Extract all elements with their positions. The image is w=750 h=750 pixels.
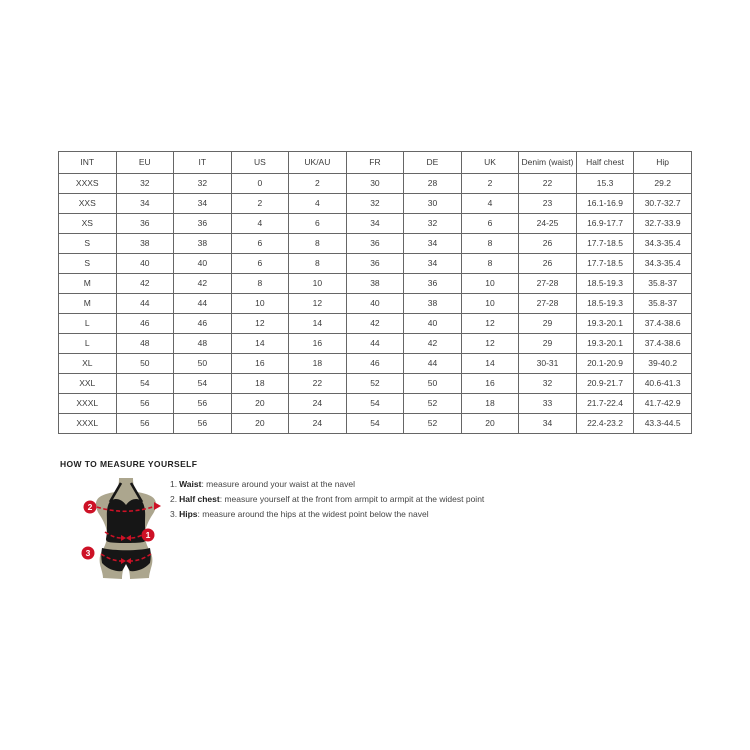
step-label: Half chest [179,494,220,504]
table-cell: 4 [231,214,289,234]
table-cell: 20.1-20.9 [576,354,634,374]
table-cell: 27-28 [519,274,577,294]
table-cell: 2 [289,174,347,194]
table-cell: 20 [461,414,519,434]
table-cell: 56 [174,414,232,434]
table-cell: 38 [174,234,232,254]
table-row [59,174,692,194]
table-cell: 29 [519,314,577,334]
table-cell: 23 [519,194,577,214]
table-cell: 12 [289,294,347,314]
table-cell: 30-31 [519,354,577,374]
table-cell: 8 [289,234,347,254]
table-cell: 44 [174,294,232,314]
table-cell: M [59,274,117,294]
table-cell: 8 [461,234,519,254]
column-header: UK/AU [289,152,347,174]
table-cell: 29.2 [634,174,692,194]
table-cell: 18.5-19.3 [576,294,634,314]
table-cell: 16.1-16.9 [576,194,634,214]
table-row [59,214,692,234]
table-cell: 21.7-22.4 [576,394,634,414]
table-cell: 30 [404,194,462,214]
table-cell: 42 [346,314,404,334]
table-cell: 43.3-44.5 [634,414,692,434]
table-cell: 24 [289,414,347,434]
table-row [59,374,692,394]
column-header: Half chest [576,152,634,174]
table-cell: 46 [346,354,404,374]
table-cell: 10 [461,274,519,294]
table-cell: 46 [116,314,174,334]
table-cell: 52 [346,374,404,394]
table-cell: 32 [404,214,462,234]
table-cell: XXL [59,374,117,394]
table-cell: 36 [174,214,232,234]
marker-2-label: 2 [87,502,93,512]
table-cell: 30.7-32.7 [634,194,692,214]
table-cell: 36 [346,234,404,254]
chest-arrow-right-icon [154,502,161,510]
table-cell: 6 [231,234,289,254]
table-cell: 8 [231,274,289,294]
table-cell: 16 [461,374,519,394]
table-cell: XS [59,214,117,234]
table-cell: 42 [174,274,232,294]
table-cell: 34.3-35.4 [634,234,692,254]
table-cell: 37.4-38.6 [634,314,692,334]
table-cell: 52 [404,414,462,434]
table-cell: 15.3 [576,174,634,194]
step-num: 3. [170,509,178,519]
table-cell: 44 [404,354,462,374]
table-cell: 32 [346,194,404,214]
mannequin-figure-svg [76,476,176,580]
table-cell: 54 [346,394,404,414]
table-cell: 34 [519,414,577,434]
table-cell: 27-28 [519,294,577,314]
table-cell: 10 [231,294,289,314]
table-cell: 50 [174,354,232,374]
column-header: DE [404,152,462,174]
table-cell: 33 [519,394,577,414]
table-cell: 16.9-17.7 [576,214,634,234]
table-cell: 48 [174,334,232,354]
table-cell: 35.8-37 [634,294,692,314]
table-cell: 22 [289,374,347,394]
table-cell: 40 [174,254,232,274]
table-cell: 12 [231,314,289,334]
step-text: : measure around the hips at the widest point below the navel [197,509,429,519]
table-row [59,414,692,434]
table-cell: 14 [289,314,347,334]
table-cell: 34 [116,194,174,214]
table-cell: 50 [116,354,174,374]
measure-step [170,477,500,492]
table-cell: 12 [461,334,519,354]
header-row [59,152,692,174]
table-cell: 34.3-35.4 [634,254,692,274]
table-cell: L [59,314,117,334]
column-header: UK [461,152,519,174]
size-chart-table [58,151,692,434]
marker-1-label: 1 [145,530,151,540]
table-cell: 18 [461,394,519,414]
table-cell: 40 [116,254,174,274]
table-cell: 22.4-23.2 [576,414,634,434]
table-cell: 56 [116,414,174,434]
table-cell: 34 [174,194,232,214]
table-cell: 46 [174,314,232,334]
table-cell: 38 [116,234,174,254]
table-cell: 6 [461,214,519,234]
table-cell: 29 [519,334,577,354]
marker-3-label: 3 [85,548,91,558]
table-cell: XXXL [59,414,117,434]
table-cell: 41.7-42.9 [634,394,692,414]
table-row [59,294,692,314]
table-cell: 36 [346,254,404,274]
table-cell: 32 [174,174,232,194]
table-cell: 18.5-19.3 [576,274,634,294]
table-row [59,254,692,274]
table-cell: XL [59,354,117,374]
table-row [59,234,692,254]
table-cell: 40 [404,314,462,334]
table-cell: 8 [461,254,519,274]
column-header: IT [174,152,232,174]
column-header: Denim (waist) [519,152,577,174]
table-cell: 52 [404,394,462,414]
table-cell: 16 [289,334,347,354]
measure-steps-list [170,477,500,522]
table-row [59,354,692,374]
table-cell: 38 [346,274,404,294]
table-cell: 32 [519,374,577,394]
table-cell: 18 [231,374,289,394]
table-cell: 18 [289,354,347,374]
table-row [59,194,692,214]
table-cell: 37.4-38.6 [634,334,692,354]
table-cell: 34 [346,214,404,234]
table-cell: XXXS [59,174,117,194]
table-cell: XXS [59,194,117,214]
table-cell: 16 [231,354,289,374]
table-cell: 54 [174,374,232,394]
table-cell: 6 [231,254,289,274]
swimsuit-bottom [101,548,151,571]
table-cell: 4 [289,194,347,214]
table-cell: 2 [231,194,289,214]
table-cell: M [59,294,117,314]
table-cell: 14 [461,354,519,374]
table-cell: 40.6-41.3 [634,374,692,394]
table-cell: 19.3-20.1 [576,334,634,354]
table-cell: 44 [346,334,404,354]
table-cell: 17.7-18.5 [576,254,634,274]
step-label: Waist [179,479,202,489]
table-cell: 54 [116,374,174,394]
step-num: 1. [170,479,178,489]
table-cell: S [59,254,117,274]
table-cell: 32.7-33.9 [634,214,692,234]
table-cell: 32 [116,174,174,194]
table-cell: 24 [289,394,347,414]
step-text: : measure yourself at the front from armpit to armpit at the widest point [219,494,485,504]
table-cell: 38 [404,294,462,314]
table-cell: 26 [519,234,577,254]
step-text: : measure around your waist at the navel [201,479,356,489]
table-cell: 4 [461,194,519,214]
column-header: FR [346,152,404,174]
table-cell: 44 [116,294,174,314]
table-cell: 42 [116,274,174,294]
table-cell: 40 [346,294,404,314]
table-row [59,394,692,414]
measure-step [170,492,500,507]
table-cell: 30 [346,174,404,194]
measure-step [170,507,500,522]
table-cell: XXXL [59,394,117,414]
column-header: Hip [634,152,692,174]
table-cell: 19.3-20.1 [576,314,634,334]
table-cell: 22 [519,174,577,194]
table-row [59,314,692,334]
table-cell: 24-25 [519,214,577,234]
table-cell: L [59,334,117,354]
table-cell: 39-40.2 [634,354,692,374]
table-cell: S [59,234,117,254]
table-cell: 6 [289,214,347,234]
size-chart-body [59,174,692,434]
table-cell: 20 [231,394,289,414]
table-row [59,274,692,294]
table-cell: 2 [461,174,519,194]
table-cell: 36 [404,274,462,294]
column-header: US [231,152,289,174]
table-cell: 20 [231,414,289,434]
table-cell: 48 [116,334,174,354]
table-cell: 34 [404,254,462,274]
table-cell: 42 [404,334,462,354]
table-cell: 17.7-18.5 [576,234,634,254]
table-cell: 8 [289,254,347,274]
column-header: EU [116,152,174,174]
table-cell: 10 [289,274,347,294]
measurement-figure [76,476,176,580]
table-cell: 26 [519,254,577,274]
table-cell: 56 [174,394,232,414]
table-cell: 14 [231,334,289,354]
table-cell: 54 [346,414,404,434]
column-header: INT [59,152,117,174]
table-cell: 36 [116,214,174,234]
table-cell: 35.8-37 [634,274,692,294]
table-cell: 28 [404,174,462,194]
step-num: 2. [170,494,178,504]
table-row [59,334,692,354]
table-cell: 20.9-21.7 [576,374,634,394]
how-to-measure-title: HOW TO MEASURE YOURSELF [60,459,198,469]
table-cell: 10 [461,294,519,314]
size-chart-header [59,152,692,174]
table-cell: 34 [404,234,462,254]
table-cell: 12 [461,314,519,334]
table-cell: 56 [116,394,174,414]
table-cell: 50 [404,374,462,394]
table-cell: 0 [231,174,289,194]
step-label: Hips [179,509,198,519]
